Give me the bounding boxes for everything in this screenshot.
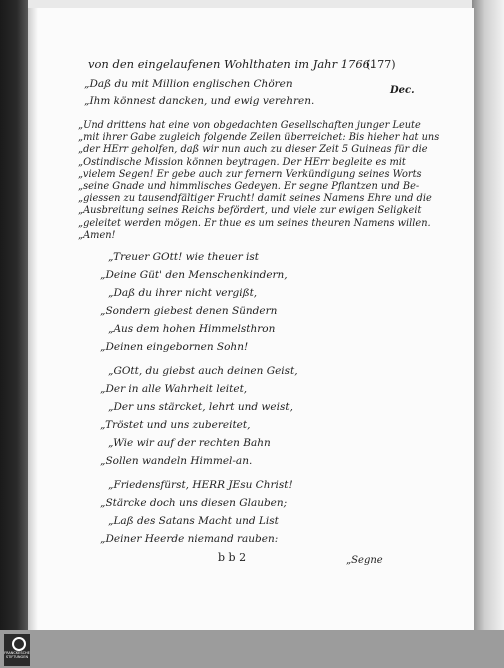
prose-paragraph: [78, 120, 440, 242]
paragraph-line: „Und drittens hat eine von obgedachten Gesellschaften junger Leute: [78, 120, 421, 131]
verse-line: „Deinen eingebornen Sohn!: [100, 341, 249, 353]
logo-text: FRANCKESCHE STIFTUNGEN: [4, 651, 30, 659]
verse-line: „Sondern giebest denen Sündern: [100, 305, 278, 317]
intro-line: „Daß du mit Million englischen Chören: [84, 78, 293, 90]
catchword-bottom: „Segne: [346, 555, 383, 566]
paragraph-line: „der HErr geholfen, daß wir nun auch zu dieser Zeit 5 Guineas für die: [78, 144, 428, 156]
paragraph-line: „mit ihrer Gabe zugleich folgende Zeilen überreichet: Bis hieher hat uns: [78, 132, 440, 144]
verse-line: „Der uns stärcket, lehrt und weist,: [108, 401, 293, 413]
verse-line: „Deine Güt' den Menschenkindern,: [100, 269, 288, 281]
verse-line: „Sollen wandeln Himmel-an.: [100, 455, 253, 467]
signature-mark: b b 2: [218, 551, 247, 564]
catchword-top: Dec.: [390, 85, 415, 96]
intro-line: „Ihm könnest dancken, und ewig verehren.: [84, 95, 315, 107]
scan-footer-strip: [0, 630, 504, 668]
verse-line: „Deiner Heerde niemand rauben:: [100, 533, 279, 545]
page-edge-right: [472, 0, 504, 668]
paragraph-line: „Amen!: [78, 229, 116, 241]
logo-emblem-icon: [12, 637, 26, 651]
verse-line: „GOtt, du giebst auch deinen Geist,: [108, 365, 298, 377]
paragraph-line: „Ausbreitung seines Reichs befördert, und viele zur ewigen Seligkeit: [78, 205, 422, 217]
verse-line: „Treuer GOtt! wie theuer ist: [108, 251, 260, 263]
paragraph-line: „Ostindische Mission können beytragen. Der HErr begleite es mit: [78, 156, 406, 168]
verse-line: „Daß du ihrer nicht vergißt,: [108, 287, 258, 299]
verse-line: „Stärcke doch uns diesen Glauben;: [100, 497, 288, 509]
page-number: (177): [366, 58, 396, 71]
paragraph-line: „giessen zu tausendfältiger Frucht! damit seines Namens Ehre und die: [78, 193, 432, 205]
book-page: [28, 8, 474, 630]
library-logo: [4, 634, 30, 666]
paragraph-line: „vielem Segen! Er gebe auch zur fernern Verkündigung seines Worts: [78, 168, 422, 180]
paragraph-line: „geleitet werden mögen. Er thue es um seines theuren Namens willen.: [78, 217, 431, 229]
running-title: von den eingelaufenen Wohlthaten im Jahr 1766.: [88, 57, 374, 71]
verse-line: „Aus dem hohen Himmelsthron: [108, 323, 276, 335]
verse-line: „Tröstet und uns zubereitet,: [100, 419, 251, 431]
verse-line: „Friedensfürst, HERR JEsu Christ!: [108, 479, 293, 491]
verse-line: „Wie wir auf der rechten Bahn: [108, 437, 271, 449]
gutter-shadow: [28, 8, 38, 630]
paragraph-line: „seine Gnade und himmlisches Gedeyen. Er segne Pflantzen und Be-: [78, 181, 420, 193]
book-binding-left: [0, 0, 28, 668]
verse-line: „Laß des Satans Macht und List: [108, 515, 279, 527]
verse-line: „Der in alle Wahrheit leitet,: [100, 383, 248, 395]
